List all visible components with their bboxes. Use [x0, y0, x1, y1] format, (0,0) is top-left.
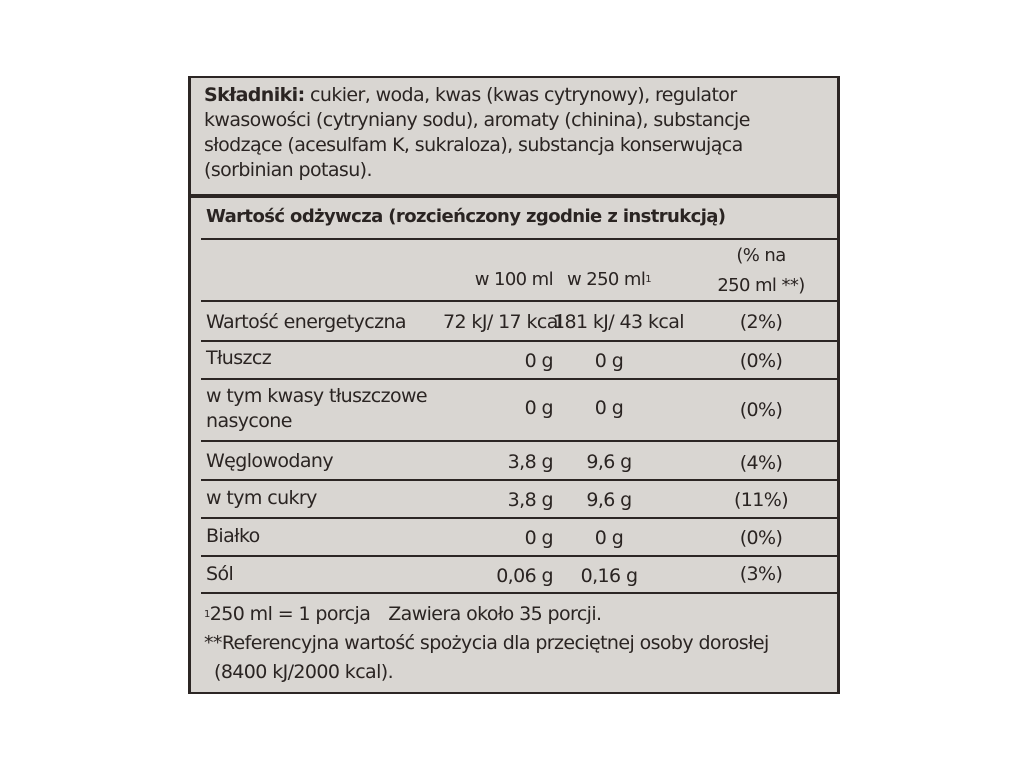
row-ri-carbohydrates: (4%)	[739, 452, 783, 474]
row-per100-saturates: 0 g	[524, 397, 553, 419]
row-per250-fat: 0 g	[594, 350, 624, 372]
table-rule	[201, 592, 837, 594]
table-rule	[201, 555, 837, 557]
table-rule	[201, 378, 837, 380]
row-per100-salt: 0,06 g	[496, 565, 553, 587]
row-ri-saturates: (0%)	[739, 399, 783, 421]
footnote-mark-2: **	[204, 632, 222, 654]
servings-text: Zawiera około 35 porcji.	[388, 603, 602, 625]
row-per100-protein: 0 g	[524, 527, 553, 549]
portion-text: 250 ml = 1 porcja	[209, 603, 371, 625]
ingredients-label: Składniki:	[204, 84, 305, 106]
row-name-energy: Wartość energetyczna	[206, 311, 406, 333]
table-rule	[201, 479, 837, 481]
section-divider	[191, 194, 837, 198]
column-header-ri-line2: 250 ml **)	[717, 275, 805, 296]
row-per100-sugars: 3,8 g	[507, 489, 553, 511]
row-per250-carbohydrates: 9,6 g	[586, 451, 632, 473]
footnotes	[204, 600, 829, 687]
column-header-per250-text: w 250 ml	[566, 269, 646, 290]
footnote-portion	[204, 600, 829, 629]
row-name-salt: Sól	[206, 563, 234, 585]
reference-text-line2: (8400 kJ/2000 kcal).	[214, 661, 394, 683]
footnote-reference	[204, 629, 829, 658]
row-ri-fat: (0%)	[739, 350, 783, 372]
row-name-saturates-line1: w tym kwasy tłuszczowe	[206, 385, 428, 407]
row-ri-energy: (2%)	[739, 311, 783, 333]
row-name-fat: Tłuszcz	[206, 347, 272, 369]
row-per100-carbohydrates: 3,8 g	[507, 451, 553, 473]
row-name-saturates-line2: nasycone	[206, 410, 292, 432]
row-ri-sugars: (11%)	[733, 489, 789, 511]
row-per250-salt: 0,16 g	[580, 565, 638, 587]
row-per100-fat: 0 g	[524, 350, 553, 372]
footnote-mark-1: 1	[204, 609, 210, 620]
row-per250-protein: 0 g	[594, 527, 624, 549]
row-per250-sugars: 9,6 g	[586, 489, 632, 511]
row-name-protein: Białko	[206, 525, 260, 547]
row-name-sugars: w tym cukry	[206, 487, 317, 509]
column-header-per100: w 100 ml	[474, 269, 553, 290]
ingredients-list: cukier, woda, kwas (kwas cytrynowy), regulator kwasowości (cytryniany sodu), aromaty (chinina), substancje słodzące (acesulfam K, sukraloza), substancja konserwująca (sorbinian potasu).	[204, 84, 750, 181]
row-ri-salt: (3%)	[739, 563, 783, 585]
table-rule	[201, 517, 837, 519]
nutrition-label-panel	[188, 76, 840, 694]
column-header-ri-line1: (% na	[736, 245, 786, 266]
table-rule	[201, 440, 837, 442]
row-name-carbohydrates: Węglowodany	[206, 450, 333, 472]
reference-text-line1: Referencyjna wartość spożycia dla przeciętnej osoby dorosłej	[221, 632, 769, 654]
table-rule	[201, 300, 837, 302]
ingredients-text	[204, 83, 824, 183]
table-rule	[201, 340, 837, 342]
nutrition-heading: Wartość odżywcza (rozcieńczony zgodnie z instrukcją)	[206, 206, 726, 227]
row-per250-energy: 181 kJ/ 43 kcal	[553, 311, 684, 333]
table-rule	[201, 238, 837, 240]
row-per100-energy: 72 kJ/ 17 kcal	[443, 311, 563, 333]
row-ri-protein: (0%)	[739, 527, 783, 549]
row-per250-saturates: 0 g	[594, 397, 624, 419]
column-header-per250-mark: 1	[645, 274, 652, 285]
column-header-per250	[553, 268, 665, 292]
